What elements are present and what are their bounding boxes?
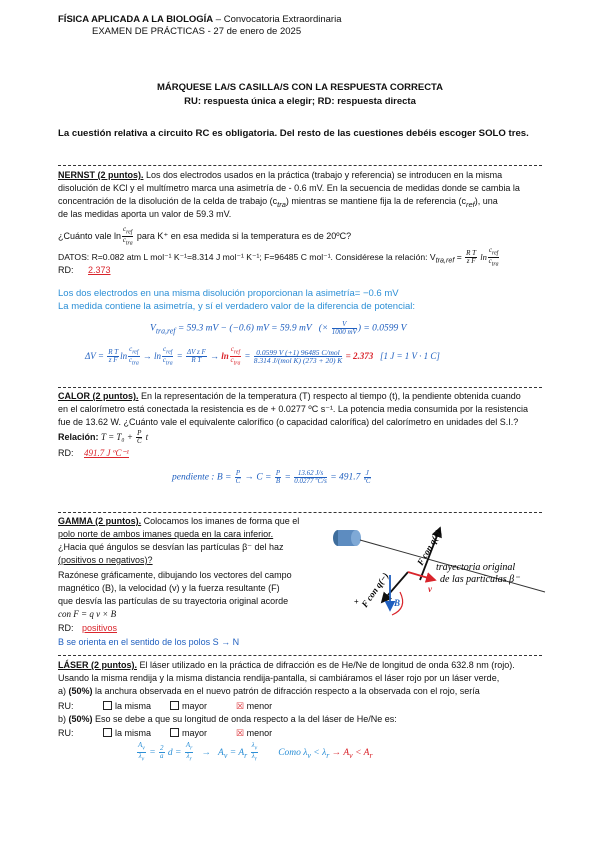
- nernst-p1b: disolución de KCl y el multímetro marca una asimetría de - 0.6 mV. En la secuencia de medidas donde se cambia la: [58, 183, 520, 193]
- calor-solution: pendiente : B = $\frac{P}{C}$ → C = $\frac{P}{B}$ = $\frac{13.62 J/s}{\text{0.0277 ºC/s}}$ = 491.7 $\frac{J}{\text{ºC}}$: [172, 469, 371, 485]
- nernst-data: DATOS: R=0.082 atm L mol⁻¹ K⁻¹=8.314 J mol⁻¹ K⁻¹; F=96485 C mol⁻¹. Considérese la relación: $V_{tra,ref}$ = $\frac{\text{R T}}{\text{z F}}$ ln $\frac{c_{ref}}{c_{tra}}$: [58, 246, 499, 268]
- calor-p1b: en el calorímetro está conectada la resistencia es de + 0.0277 ºC s⁻¹. La potencia media consumida por la resistencia: [58, 404, 529, 414]
- laser-a-option-2[interactable]: ☒ menor: [236, 701, 273, 711]
- laser-a-option-0[interactable]: la misma: [103, 701, 151, 711]
- velocity-label: v: [428, 584, 432, 594]
- laser-p1a: LÁSER (2 puntos). El láser utilizado en la práctica de difracción es de He/Ne de longitud de onda 632.8 nm (rojo).: [58, 660, 515, 670]
- nernst-p1d: de las medidas aporta un valor de 59.3 mV.: [58, 209, 232, 219]
- magnetic-deflection-diagram: [320, 520, 550, 630]
- force-negative-label: F con q(−): [359, 570, 391, 610]
- course-title: FÍSICA APLICADA A LA BIOLOGÍA – Convocatoria Extraordinaria: [58, 14, 342, 25]
- laser-b-option-0[interactable]: la misma: [103, 728, 151, 738]
- gamma-l8: con F = q v × B: [58, 609, 117, 619]
- velocity-arrow: [408, 572, 435, 580]
- gamma-l1: GAMMA (2 puntos). Colocamos los imanes de forma que el: [58, 516, 300, 526]
- section-divider: [58, 387, 542, 388]
- gamma-l3: ¿Hacia qué ángulos se desvían las partículas β⁻ del haz: [58, 542, 284, 552]
- laser-question-a: a) (50%) la anchura observada en el nuevo patrón de difracción respecto a la observada con el rojo, sería: [58, 686, 480, 696]
- nernst-p1a: NERNST (2 puntos). Los dos electrodos usados en la práctica (trabajo y referencia) se introducen en la misma: [58, 170, 503, 180]
- instructions-subtitle: RU: respuesta única a elegir; RD: respuesta directa: [184, 96, 416, 107]
- gamma-rd: RD: positivos: [58, 623, 118, 633]
- mandatory-notice: La cuestión relativa a circuito RC es obligatoria. Del resto de las cuestiones debéis escoger SOLO tres.: [58, 128, 529, 139]
- checkbox[interactable]: [170, 701, 179, 710]
- laser-question-b: b) (50%) Eso se debe a que su longitud de onda respecto a la del láser de He/Ne es:: [58, 714, 397, 724]
- checkbox[interactable]: [103, 728, 112, 737]
- checkbox-checked[interactable]: ☒: [236, 701, 245, 711]
- laser-ru-a: RU:: [58, 701, 74, 711]
- section-divider: [58, 165, 542, 166]
- gamma-l4: (positivos o negativos)?: [58, 555, 153, 565]
- gamma-l2: polo norte de ambos imanes queda en la cara inferior.: [58, 529, 274, 539]
- section-divider: [58, 512, 542, 513]
- nernst-sol4: ΔV = $\frac{\text{R T}}{\text{z F}}$ ln $\frac{c_{ref}}{c_{tra}}$ → ln $\frac{c_{ref}}{c_{tra}}$ = $\frac{\text{ΔV z F}}{\text{R T}}$ → ln $\frac{c_{ref}}{c_{tra}}$ = $\frac{\text{0.0599 V (+1) 96485 C/mol}}{\text{8.314 J/(mol K) (273 + 20) K}}$ = 2.373 [1 J = 1 V · 1 C]: [85, 345, 440, 367]
- laser-ru-b: RU:: [58, 728, 74, 738]
- nernst-sol3: $V_{tra,ref} = 59.3$ mV − (−0.6) mV = 59.9 mV (× $\frac{V}{1000 mV}$ ) = 0.0599 V: [150, 320, 407, 336]
- trajectory-label-2: de las partículas β⁻: [440, 574, 520, 585]
- calor-relation: Relación: T = T₀ + $\frac{P}{C}$ t: [58, 429, 149, 445]
- checkbox-checked[interactable]: ☒: [236, 728, 245, 738]
- source-cylinder: [333, 530, 361, 546]
- laser-solution: $\frac{A_v}{\lambda_v}$ = $\frac{2}{a}$ d = $\frac{A_r}{\lambda_r}$ → $A_v = A_r$ $\frac{\lambda_v}{\lambda_r}$ Como $\lambda_v < \lambda_r \to A_v < A_r$: [138, 741, 373, 763]
- nernst-p1c: concentración de la disolución de la celda de trabajo $(c_{tra})$ mientras se mantiene fija la de referencia $(c_{ref})$, una: [58, 196, 498, 209]
- laser-b-option-2[interactable]: ☒ menor: [236, 728, 273, 738]
- exam-date: EXAMEN DE PRÁCTICAS - 27 de enero de 2025: [92, 26, 302, 37]
- plus-sign: +: [354, 597, 359, 606]
- nernst-rd: RD: 2.373: [58, 265, 111, 275]
- gamma-note: B se orienta en el sentido de los polos S → N: [58, 637, 240, 647]
- gamma-l5: Razónese gráficamente, dibujando los vectores del campo: [58, 570, 292, 580]
- b-field-label: B: [394, 598, 401, 608]
- nernst-question: ¿Cuánto vale ln $\frac{c_{ref}}{c_{tra}}$ para K⁺ en esa medida si la temperatura es de 20ºC?: [58, 225, 352, 247]
- force-positive-label: F con q(+): [415, 527, 444, 567]
- gamma-l6: magnético (B), la velocidad (v) y la fuerza resultante (F): [58, 583, 280, 593]
- nernst-sol2: La medida contiene la asimetría, y sí el verdadero valor de la diferencia de potencial:: [58, 301, 415, 312]
- laser-b-option-1[interactable]: mayor: [170, 728, 207, 738]
- trajectory-label-1: trayectoria original: [436, 562, 516, 573]
- nernst-sol1: Los dos electrodos en una misma disolución proporcionan la asimetría= −0.6 mV: [58, 288, 399, 299]
- checkbox[interactable]: [170, 728, 179, 737]
- section-divider: [58, 655, 542, 656]
- laser-a-option-1[interactable]: mayor: [170, 701, 207, 711]
- laser-p1b: Usando la misma rendija y la misma distancia rendija-pantalla, si cambiáramos el láser rojo por un láser verde,: [58, 673, 500, 683]
- checkbox[interactable]: [103, 701, 112, 710]
- gamma-l7: que desvía las partículas de su trayectoria original acorde: [58, 596, 289, 606]
- instructions-title: MÁRQUESE LA/S CASILLA/S CON LA RESPUESTA CORRECTA: [156, 82, 444, 93]
- calor-p1a: CALOR (2 puntos). En la representación de la temperatura (T) respecto al tiempo (t), la pendiente obtenida cuando: [58, 391, 521, 401]
- calor-p1c: fue de 13.62 W. ¿Cuánto vale el equivalente calorífico (o capacidad calorífica) del calorímetro en unidades del S.I.?: [58, 417, 519, 427]
- calor-rd: RD: 491.7 J ºC⁻¹: [58, 448, 129, 458]
